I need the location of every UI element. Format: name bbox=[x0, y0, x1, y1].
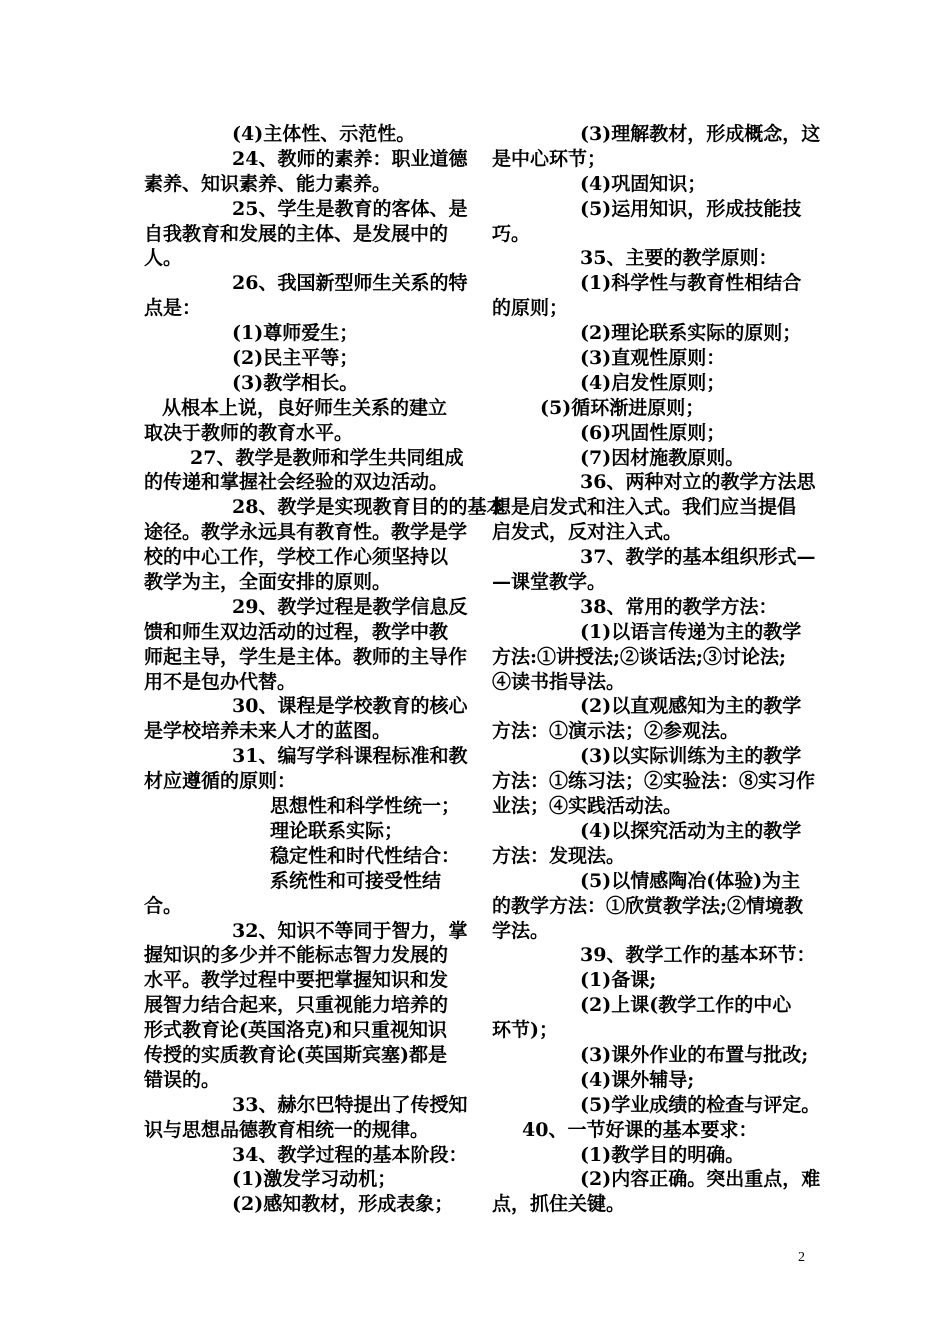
right-column-line: (4)巩固知识； bbox=[580, 172, 707, 195]
left-column-line: 形式教育论(英国洛克)和只重视知识 bbox=[144, 1019, 447, 1042]
left-column-line: 材应遵循的原则： bbox=[144, 770, 297, 793]
right-column-line: (3)课外作业的布置与批改; bbox=[580, 1043, 809, 1066]
right-column-line: (6)巩固性原则； bbox=[580, 421, 726, 444]
left-column-line: 25、学生是教育的客体、是 bbox=[232, 197, 468, 220]
page-number: 2 bbox=[798, 1250, 805, 1265]
left-column-line: (2)感知教材，形成表象； bbox=[232, 1193, 454, 1216]
right-column-line: (7)因材施教原则。 bbox=[580, 446, 745, 469]
right-column-line: 启发式，反对注入式。 bbox=[492, 521, 683, 544]
left-column-line: 是学校培养未来人才的蓝图。 bbox=[144, 720, 392, 743]
right-column-line: 40、一节好课的基本要求： bbox=[522, 1118, 758, 1141]
left-column-line: 24、教师的素养：职业道德 bbox=[232, 147, 468, 170]
left-column-line: (4)主体性、示范性。 bbox=[232, 123, 416, 145]
right-column-line: (2)理论联系实际的原则； bbox=[580, 322, 802, 345]
right-column-line: (3)以实际训练为主的教学 bbox=[580, 745, 802, 768]
left-column-line: 展智力结合起来，只重视能力培养的 bbox=[144, 994, 449, 1017]
left-column-line: 26、我国新型师生关系的特 bbox=[232, 272, 468, 295]
right-column-line: (5)学业成绩的检查与评定。 bbox=[580, 1093, 821, 1116]
right-column-line: 37、教学的基本组织形式— bbox=[580, 546, 816, 569]
left-column-line: 30、课程是学校教育的核心 bbox=[232, 695, 468, 718]
right-column-line: (4)课外辅导; bbox=[580, 1068, 695, 1091]
right-column-line: 想是启发式和注入式。我们应当提倡 bbox=[492, 496, 797, 519]
right-column-line: (2)以直观感知为主的教学 bbox=[580, 695, 802, 718]
right-column-line: 的教学方法：①欣赏教学法;②情境教 bbox=[492, 894, 804, 917]
right-column-line: 36、两种对立的教学方法思 bbox=[580, 471, 816, 494]
right-column-line: 环节)； bbox=[492, 1019, 558, 1042]
left-column-line: (3)教学相长。 bbox=[232, 371, 359, 394]
left-column-line: 33、赫尔巴特提出了传授知 bbox=[232, 1093, 468, 1116]
right-column-line: 的原则； bbox=[492, 297, 569, 320]
left-column-line: 校的中心工作，学校工作心须坚持以 bbox=[144, 546, 449, 569]
right-column-line: (5)运用知识，形成技能技 bbox=[580, 197, 802, 220]
left-column-line: 理论联系实际； bbox=[270, 819, 404, 842]
left-column-line: 合。 bbox=[144, 894, 183, 917]
left-column-line: 取决于教师的教育水平。 bbox=[144, 421, 354, 444]
left-column-line: 的传递和掌握社会经验的双边活动。 bbox=[144, 471, 449, 494]
right-column-line: (3)理解教材，形成概念，这 bbox=[580, 123, 821, 145]
left-column-line: 握知识的多少并不能标志智力发展的 bbox=[144, 944, 449, 967]
right-column-line: (4)以探究活动为主的教学 bbox=[580, 819, 802, 842]
left-column-line: 识与思想品德教育相统一的规律。 bbox=[144, 1118, 430, 1141]
left-column-line: 错误的。 bbox=[144, 1068, 221, 1091]
left-column-line: (1)尊师爱生； bbox=[232, 322, 359, 345]
left-column-line: 29、教学过程是教学信息反 bbox=[232, 595, 468, 618]
left-column-line: 点是： bbox=[144, 297, 202, 320]
left-column-line: (1)激发学习动机； bbox=[232, 1168, 397, 1191]
right-column-line: —课堂教学。 bbox=[492, 571, 607, 594]
right-column-line: (4)启发性原则； bbox=[580, 371, 726, 394]
right-column-line: 巧。 bbox=[492, 222, 531, 245]
left-column-line: 34、教学过程的基本阶段： bbox=[232, 1143, 468, 1166]
right-column-line: 35、主要的教学原则： bbox=[580, 247, 778, 270]
left-column-line: 自我教育和发展的主体、是发展中的 bbox=[144, 222, 449, 245]
right-column-line: (5)循环渐进原则； bbox=[540, 396, 705, 419]
right-column-line: (1)以语言传递为主的教学 bbox=[580, 620, 802, 643]
right-column-line: (1)备课; bbox=[580, 969, 657, 992]
left-column-line: 31、编写学科课程标准和教 bbox=[232, 745, 468, 768]
left-column-line: 27、教学是教师和学生共同组成 bbox=[190, 446, 464, 469]
left-column-line: 素养、知识素养、能力素养。 bbox=[144, 172, 392, 195]
left-column-line: 水平。教学过程中要把掌握知识和发 bbox=[144, 969, 449, 992]
left-column-line: (2)民主平等； bbox=[232, 347, 359, 370]
left-column-line: 传授的实质教育论(英国斯宾塞)都是 bbox=[144, 1043, 447, 1066]
right-column-line: 38、常用的教学方法： bbox=[580, 595, 778, 618]
left-column-line: 稳定性和时代性结合： bbox=[270, 844, 461, 867]
left-column-line: 师起主导，学生是主体。教师的主导作 bbox=[144, 645, 468, 668]
right-text-column bbox=[492, 122, 821, 1217]
left-column-line: 28、教学是实现教育目的的基本 bbox=[232, 496, 506, 519]
right-column-line: (5)以情感陶冶(体验)为主 bbox=[580, 869, 801, 892]
left-column-line: 途径。教学永远具有教育性。教学是学 bbox=[144, 521, 468, 544]
right-column-line: 方法：发现法。 bbox=[492, 844, 626, 867]
left-text-column bbox=[144, 122, 506, 1217]
right-column-line: (1)科学性与教育性相结合 bbox=[580, 272, 802, 295]
right-column-line: 方法：①演示法；②参观法。 bbox=[492, 720, 740, 743]
right-column-line: ④读书指导法。 bbox=[492, 670, 626, 693]
right-column-line: 业法；④实践活动法。 bbox=[492, 795, 683, 818]
right-column-line: (2)上课(教学工作的中心 bbox=[580, 994, 792, 1017]
right-column-line: (1)教学目的明确。 bbox=[580, 1143, 745, 1166]
right-column-line: (3)直观性原则： bbox=[580, 347, 726, 370]
left-column-line: 从根本上说，良好师生关系的建立 bbox=[162, 396, 448, 419]
right-column-line: 39、教学工作的基本环节： bbox=[580, 944, 816, 967]
right-column-line: 学法。 bbox=[492, 919, 550, 942]
left-column-line: 思想性和科学性统一； bbox=[270, 795, 461, 818]
right-column-line: (2)内容正确。突出重点，难 bbox=[580, 1168, 821, 1191]
left-column-line: 32、知识不等同于智力，掌 bbox=[232, 919, 468, 942]
left-column-line: 教学为主，全面安排的原则。 bbox=[144, 571, 392, 594]
right-column-line: 点，抓住关键。 bbox=[492, 1193, 626, 1216]
right-column-line: 方法：①练习法；②实验法：⑧实习作 bbox=[492, 770, 816, 793]
right-column-line: 是中心环节； bbox=[492, 147, 607, 170]
left-column-line: 用不是包办代替。 bbox=[144, 670, 297, 693]
left-column-line: 系统性和可接受性结 bbox=[270, 869, 442, 892]
left-column-line: 馈和师生双边活动的过程，教学中教 bbox=[144, 620, 449, 643]
right-column-line: 方法:①讲授法;②谈话法;③讨论法; bbox=[492, 645, 787, 668]
left-column-line: 人。 bbox=[144, 247, 183, 270]
